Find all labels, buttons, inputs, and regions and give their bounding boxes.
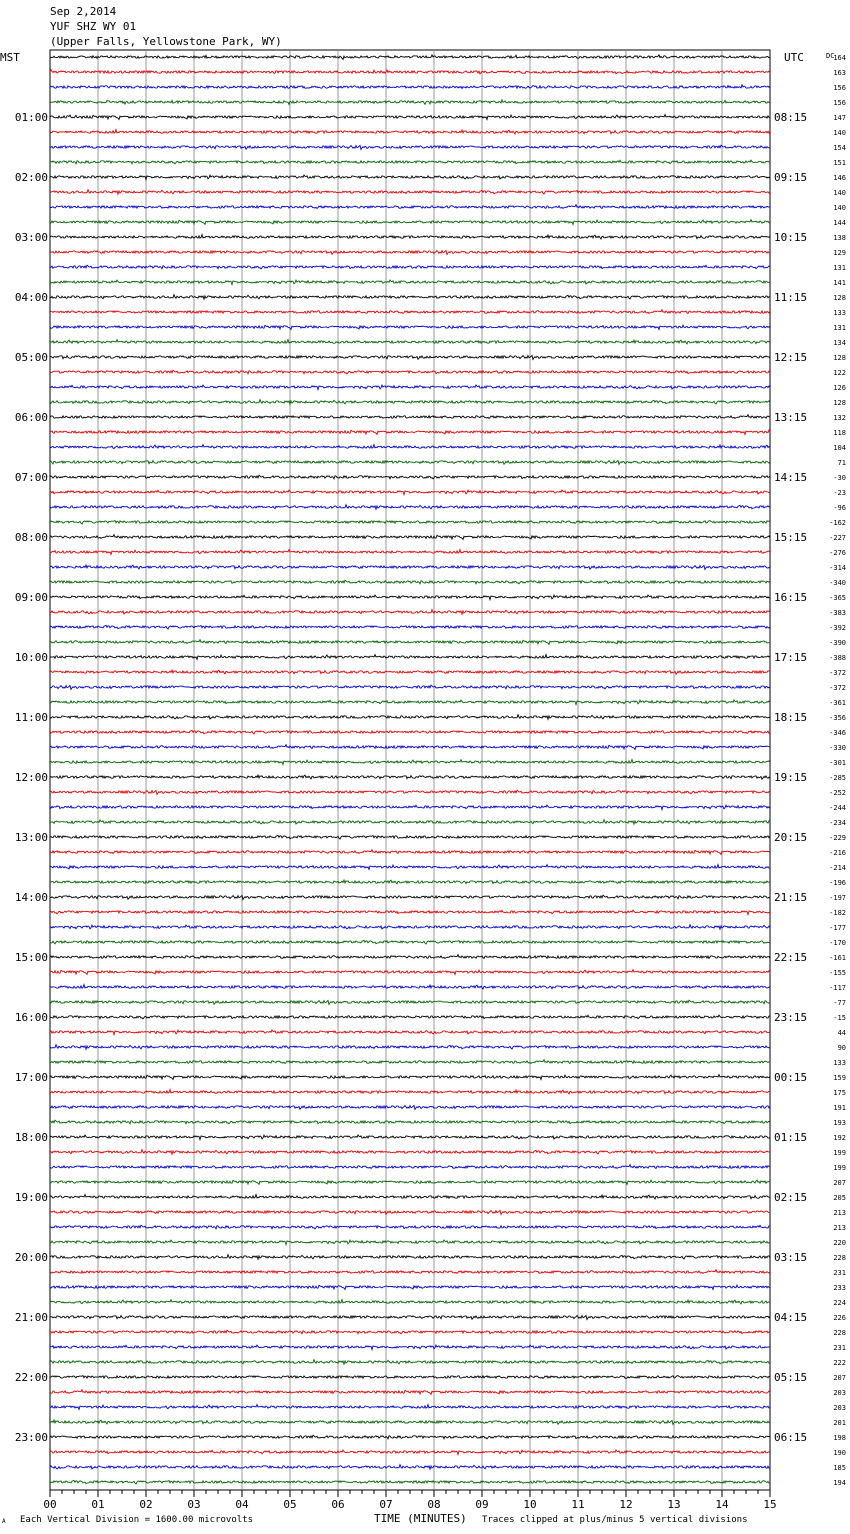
seismic-trace	[50, 85, 770, 89]
dc-offset-label: 118	[833, 429, 846, 437]
seismic-trace	[50, 820, 770, 825]
x-tick-label: 09	[475, 1498, 489, 1511]
seismic-trace	[50, 400, 770, 405]
dc-offset-label: -388	[829, 654, 846, 662]
seismic-trace	[50, 760, 770, 765]
x-tick-label: 00	[43, 1498, 57, 1511]
utc-hour-label: 00:15	[774, 1071, 808, 1084]
seismic-trace	[50, 1240, 770, 1245]
seismic-trace	[50, 1075, 770, 1080]
utc-hour-label: 19:15	[774, 771, 808, 784]
utc-hour-label: 23:15	[774, 1011, 808, 1024]
seismic-trace	[50, 490, 770, 495]
seismic-trace	[50, 1120, 770, 1124]
dc-offset-label: 191	[833, 1104, 846, 1112]
x-tick-label: 03	[187, 1498, 201, 1511]
mst-hour-label: 09:00	[14, 591, 48, 604]
dc-offset-label: -356	[829, 714, 846, 722]
seismic-trace	[50, 160, 770, 164]
mst-hour-label: 07:00	[14, 471, 48, 484]
mst-hour-label: 20:00	[14, 1251, 48, 1264]
scale-note: Each Vertical Division = 1600.00 microvolts	[20, 1515, 253, 1525]
seismic-trace	[50, 130, 770, 134]
mst-hour-label: 19:00	[14, 1191, 48, 1204]
mst-hour-label: 05:00	[14, 351, 48, 364]
dc-offset-label: 190	[833, 1449, 846, 1457]
seismic-trace	[50, 1345, 770, 1350]
x-tick-label: 08	[427, 1498, 441, 1511]
seismic-trace	[50, 745, 770, 750]
seismic-trace	[50, 250, 770, 254]
dc-offset-label: -216	[829, 849, 846, 857]
seismic-trace	[50, 730, 770, 734]
mst-hour-label: 13:00	[14, 831, 48, 844]
seismic-trace	[50, 430, 770, 434]
dc-offset-label: 131	[833, 324, 846, 332]
dc-offset-label: 156	[833, 99, 846, 107]
seismic-trace	[50, 1165, 770, 1169]
x-tick-label: 13	[667, 1498, 681, 1511]
seismic-trace	[50, 1090, 770, 1094]
dc-offset-label: 207	[833, 1374, 846, 1382]
seismic-trace	[50, 1045, 770, 1050]
dc-offset-label: 194	[833, 1479, 846, 1487]
dc-offset-label: -285	[829, 774, 846, 782]
dc-offset-label: 203	[833, 1404, 846, 1412]
mst-hour-label: 22:00	[14, 1371, 48, 1384]
seismic-trace	[50, 790, 770, 794]
dc-offset-label: 131	[833, 264, 846, 272]
dc-offset-label: 224	[833, 1299, 846, 1307]
seismic-trace	[50, 220, 770, 225]
dc-offset-label: -77	[833, 999, 846, 1007]
seismic-trace	[50, 685, 770, 689]
utc-hour-label: 08:15	[774, 111, 808, 124]
dc-offset-label: -276	[829, 549, 846, 557]
x-tick-label: 15	[763, 1498, 777, 1511]
dc-offset-label: 193	[833, 1119, 846, 1127]
dc-offset-label: 133	[833, 309, 846, 317]
x-tick-label: 07	[379, 1498, 393, 1511]
seismic-trace	[50, 1390, 770, 1395]
utc-hour-label: 09:15	[774, 171, 808, 184]
dc-offset-label: -170	[829, 939, 846, 947]
seismic-trace	[50, 1480, 770, 1484]
time-axis	[43, 1490, 776, 1511]
mst-hour-label: 14:00	[14, 891, 48, 904]
dc-offset-label: -314	[829, 564, 846, 572]
dc-offset-label: 231	[833, 1344, 846, 1352]
dc-offset-label: -177	[829, 924, 846, 932]
dc-offset-label: 213	[833, 1224, 846, 1232]
seismic-trace	[50, 550, 770, 555]
dc-offset-label: -390	[829, 639, 846, 647]
seismic-trace	[50, 880, 770, 884]
mst-hour-label: 01:00	[14, 111, 48, 124]
dc-offset-label: 201	[833, 1419, 846, 1427]
seismic-trace	[50, 115, 770, 120]
seismic-trace	[50, 565, 770, 569]
dc-offset-label: 228	[833, 1329, 846, 1337]
dc-offset-label: 140	[833, 204, 846, 212]
utc-hour-label: 05:15	[774, 1371, 808, 1384]
mst-hour-label: 08:00	[14, 531, 48, 544]
utc-hour-label: 11:15	[774, 291, 808, 304]
dc-offset-label: 140	[833, 189, 846, 197]
seismic-trace	[50, 640, 770, 645]
utc-hour-label: 20:15	[774, 831, 808, 844]
seismic-trace	[50, 715, 770, 720]
station-code: YUF SHZ WY 01	[50, 20, 137, 33]
x-tick-label: 11	[571, 1498, 585, 1511]
seismic-trace	[50, 1195, 770, 1199]
utc-hour-label: 03:15	[774, 1251, 808, 1264]
dc-offset-label: 199	[833, 1164, 846, 1172]
seismic-trace	[50, 1465, 770, 1470]
clip-note: Traces clipped at plus/minus 5 vertical divisions	[482, 1515, 748, 1525]
mst-hour-label: 06:00	[14, 411, 48, 424]
dc-offset-label: -196	[829, 879, 846, 887]
dc-offset-label: 138	[833, 234, 846, 242]
seismic-trace	[50, 1225, 770, 1229]
dc-offset-label: -383	[829, 609, 846, 617]
seismic-trace	[50, 280, 770, 285]
utc-hour-label: 21:15	[774, 891, 808, 904]
x-tick-label: 02	[139, 1498, 153, 1511]
seismic-trace	[50, 610, 770, 615]
utc-hour-label: 18:15	[774, 711, 808, 724]
dc-offset-label: -96	[833, 504, 846, 512]
mst-hour-label: 10:00	[14, 651, 48, 664]
seismic-trace	[50, 445, 770, 449]
dc-offset-label: 154	[833, 144, 846, 152]
mst-hour-label: 17:00	[14, 1071, 48, 1084]
mst-hour-label: 12:00	[14, 771, 48, 784]
utc-hour-label: 12:15	[774, 351, 808, 364]
seismic-trace	[50, 310, 770, 314]
seismic-trace	[50, 835, 770, 839]
dc-offset-label: 129	[833, 249, 846, 257]
dc-offset-label: -365	[829, 594, 846, 602]
dc-offset-label: -229	[829, 834, 846, 842]
seismic-trace	[50, 865, 770, 870]
seismic-trace	[50, 850, 770, 855]
seismic-trace	[50, 521, 770, 524]
seismic-trace	[50, 505, 770, 510]
dc-offset-label: 213	[833, 1209, 846, 1217]
seismic-trace	[50, 355, 770, 359]
dc-offset-label: 220	[833, 1239, 846, 1247]
dc-offset-label: -227	[829, 534, 846, 542]
utc-hour-label: 04:15	[774, 1311, 808, 1324]
mst-hour-label: 21:00	[14, 1311, 48, 1324]
dc-offset-label: 228	[833, 1254, 846, 1262]
seismic-trace	[50, 145, 770, 149]
dc-offset-label: 90	[837, 1044, 846, 1052]
seismic-trace	[50, 175, 770, 180]
utc-hour-label: 01:15	[774, 1131, 808, 1144]
dc-offset-label: 226	[833, 1314, 846, 1322]
seismic-trace	[50, 1360, 770, 1365]
seismic-trace	[50, 340, 770, 344]
seismic-trace	[50, 805, 770, 809]
seismic-trace	[50, 1330, 770, 1334]
seismic-trace	[50, 70, 770, 74]
dc-offset-label: 140	[833, 129, 846, 137]
mst-hour-label: 02:00	[14, 171, 48, 184]
dc-offset-label: -182	[829, 909, 846, 917]
dc-offset-label: -155	[829, 969, 846, 977]
seismic-trace	[50, 1180, 770, 1184]
x-axis-title: TIME (MINUTES)	[374, 1512, 467, 1525]
x-tick-label: 01	[91, 1498, 105, 1511]
seismic-trace	[50, 1285, 770, 1289]
seismic-trace	[50, 1030, 770, 1035]
dc-offset-label: 222	[833, 1359, 846, 1367]
dc-offset-label: -346	[829, 729, 846, 737]
dc-offset-label: -330	[829, 744, 846, 752]
seismic-trace	[50, 370, 770, 374]
seismic-trace	[50, 595, 770, 600]
seismic-trace	[50, 415, 770, 419]
seismic-trace	[50, 1270, 770, 1274]
dc-offset-label: 199	[833, 1149, 846, 1157]
seismic-trace	[50, 1105, 770, 1109]
dc-offset-label: 132	[833, 414, 846, 422]
dc-offset-label: -117	[829, 984, 846, 992]
x-tick-label: 12	[619, 1498, 633, 1511]
seismic-trace	[50, 1300, 770, 1304]
x-tick-label: 06	[331, 1498, 345, 1511]
seismic-trace	[50, 325, 770, 329]
dc-offset-label: 163	[833, 69, 846, 77]
dc-offset-label: 141	[833, 279, 846, 287]
dc-offset-label: -252	[829, 789, 846, 797]
dc-offset-label: 133	[833, 1059, 846, 1067]
dc-offset-label: -15	[833, 1014, 846, 1022]
dc-offset-label: 151	[833, 159, 846, 167]
dc-offset-label: -23	[833, 489, 846, 497]
dc-offset-label: 175	[833, 1089, 846, 1097]
seismic-trace	[50, 955, 770, 959]
dc-offset-label: 104	[833, 444, 846, 452]
dc-offset-label: 144	[833, 219, 846, 227]
chart-date: Sep 2,2014	[50, 5, 117, 18]
dc-offset-label: 231	[833, 1269, 846, 1277]
seismic-trace	[50, 475, 770, 479]
x-tick-label: 04	[235, 1498, 249, 1511]
utc-hour-label: 02:15	[774, 1191, 808, 1204]
dc-offset-label: -392	[829, 624, 846, 632]
dc-offset-label: -234	[829, 819, 846, 827]
seismic-trace	[50, 205, 770, 209]
x-tick-label: 05	[283, 1498, 297, 1511]
dc-label: DC	[826, 52, 835, 60]
dc-offset-label: -372	[829, 684, 846, 692]
mst-hour-label: 23:00	[14, 1431, 48, 1444]
seismic-trace	[50, 190, 770, 195]
seismic-trace	[50, 1150, 770, 1155]
dc-offset-label: 203	[833, 1389, 846, 1397]
seismic-trace	[50, 1135, 770, 1140]
seismic-trace	[50, 940, 770, 944]
dc-offset-label: 205	[833, 1194, 846, 1202]
dc-offset-label: -162	[829, 519, 846, 527]
dc-offset-label: 71	[837, 459, 846, 467]
seismic-trace	[50, 895, 770, 899]
dc-offset-label: 159	[833, 1074, 846, 1082]
dc-offset-label: 146	[833, 174, 846, 182]
utc-hour-label: 06:15	[774, 1431, 808, 1444]
utc-hour-label: 14:15	[774, 471, 808, 484]
seismic-trace	[50, 385, 770, 390]
seismic-trace	[50, 100, 770, 105]
dc-offset-label: -214	[829, 864, 846, 872]
dc-offset-label: 156	[833, 84, 846, 92]
dc-offset-label: 44	[837, 1029, 846, 1037]
seismic-trace	[50, 1000, 770, 1004]
seismic-trace	[50, 910, 770, 914]
dc-offset-label: -372	[829, 669, 846, 677]
seismic-traces	[50, 55, 770, 1484]
dc-offset-label: 164	[833, 54, 846, 62]
dc-offset-label: 128	[833, 354, 846, 362]
dc-offset-label: 207	[833, 1179, 846, 1187]
dc-offset-label: 233	[833, 1284, 846, 1292]
right-axis-label: UTC	[784, 51, 804, 64]
dc-offset-label: 134	[833, 339, 846, 347]
utc-hour-label: 22:15	[774, 951, 808, 964]
mst-hour-label: 03:00	[14, 231, 48, 244]
seismic-trace	[50, 970, 770, 975]
seismic-trace	[50, 265, 770, 269]
dc-offset-label: 198	[833, 1434, 846, 1442]
seismic-trace	[50, 1435, 770, 1439]
dc-offset-label: 147	[833, 114, 846, 122]
seismic-trace	[50, 1255, 770, 1260]
mst-hour-label: 04:00	[14, 291, 48, 304]
seismic-trace	[50, 295, 770, 300]
utc-hour-label: 15:15	[774, 531, 808, 544]
seismic-trace	[50, 1210, 770, 1214]
seismic-trace	[50, 460, 770, 464]
seismic-trace	[50, 655, 770, 660]
dc-offset-label: -244	[829, 804, 846, 812]
left-axis-label: MST	[0, 51, 20, 64]
seismic-trace	[50, 925, 770, 930]
seismic-trace	[50, 1420, 770, 1424]
dc-offset-label: -197	[829, 894, 846, 902]
seismic-trace	[50, 670, 770, 674]
dc-offset-label: 185	[833, 1464, 846, 1472]
dc-offset-label: -361	[829, 699, 846, 707]
utc-hour-label: 13:15	[774, 411, 808, 424]
dc-offset-label: 128	[833, 294, 846, 302]
seismic-trace	[50, 625, 770, 629]
seismic-trace	[50, 1450, 770, 1455]
x-tick-label: 10	[523, 1498, 537, 1511]
dc-offset-label: -301	[829, 759, 846, 767]
seismic-trace	[50, 700, 770, 705]
seismic-trace	[50, 580, 770, 584]
dc-offset-label: 122	[833, 369, 846, 377]
seismic-trace	[50, 1015, 770, 1019]
seismic-trace	[50, 1405, 770, 1410]
corner-mark: A	[2, 1518, 6, 1525]
dc-offset-label: 192	[833, 1134, 846, 1142]
dc-offset-label: -161	[829, 954, 846, 962]
utc-hour-label: 10:15	[774, 231, 808, 244]
seismic-trace	[50, 1060, 770, 1064]
seismic-trace	[50, 1315, 770, 1319]
mst-hour-label: 18:00	[14, 1131, 48, 1144]
dc-offset-label: -340	[829, 579, 846, 587]
seismic-trace	[50, 985, 770, 989]
seismic-trace	[50, 535, 770, 540]
seismic-trace	[50, 235, 770, 239]
seismic-trace	[50, 55, 770, 60]
dc-offset-label: 126	[833, 384, 846, 392]
mst-hour-label: 15:00	[14, 951, 48, 964]
utc-hour-label: 16:15	[774, 591, 808, 604]
mst-hour-label: 16:00	[14, 1011, 48, 1024]
mst-hour-label: 11:00	[14, 711, 48, 724]
utc-hour-label: 17:15	[774, 651, 808, 664]
dc-offset-label: -30	[833, 474, 846, 482]
station-location: (Upper Falls, Yellowstone Park, WY)	[50, 35, 282, 48]
seismic-trace	[50, 775, 770, 779]
dc-offset-label: 128	[833, 399, 846, 407]
x-tick-label: 14	[715, 1498, 729, 1511]
seismic-trace	[50, 1376, 770, 1379]
